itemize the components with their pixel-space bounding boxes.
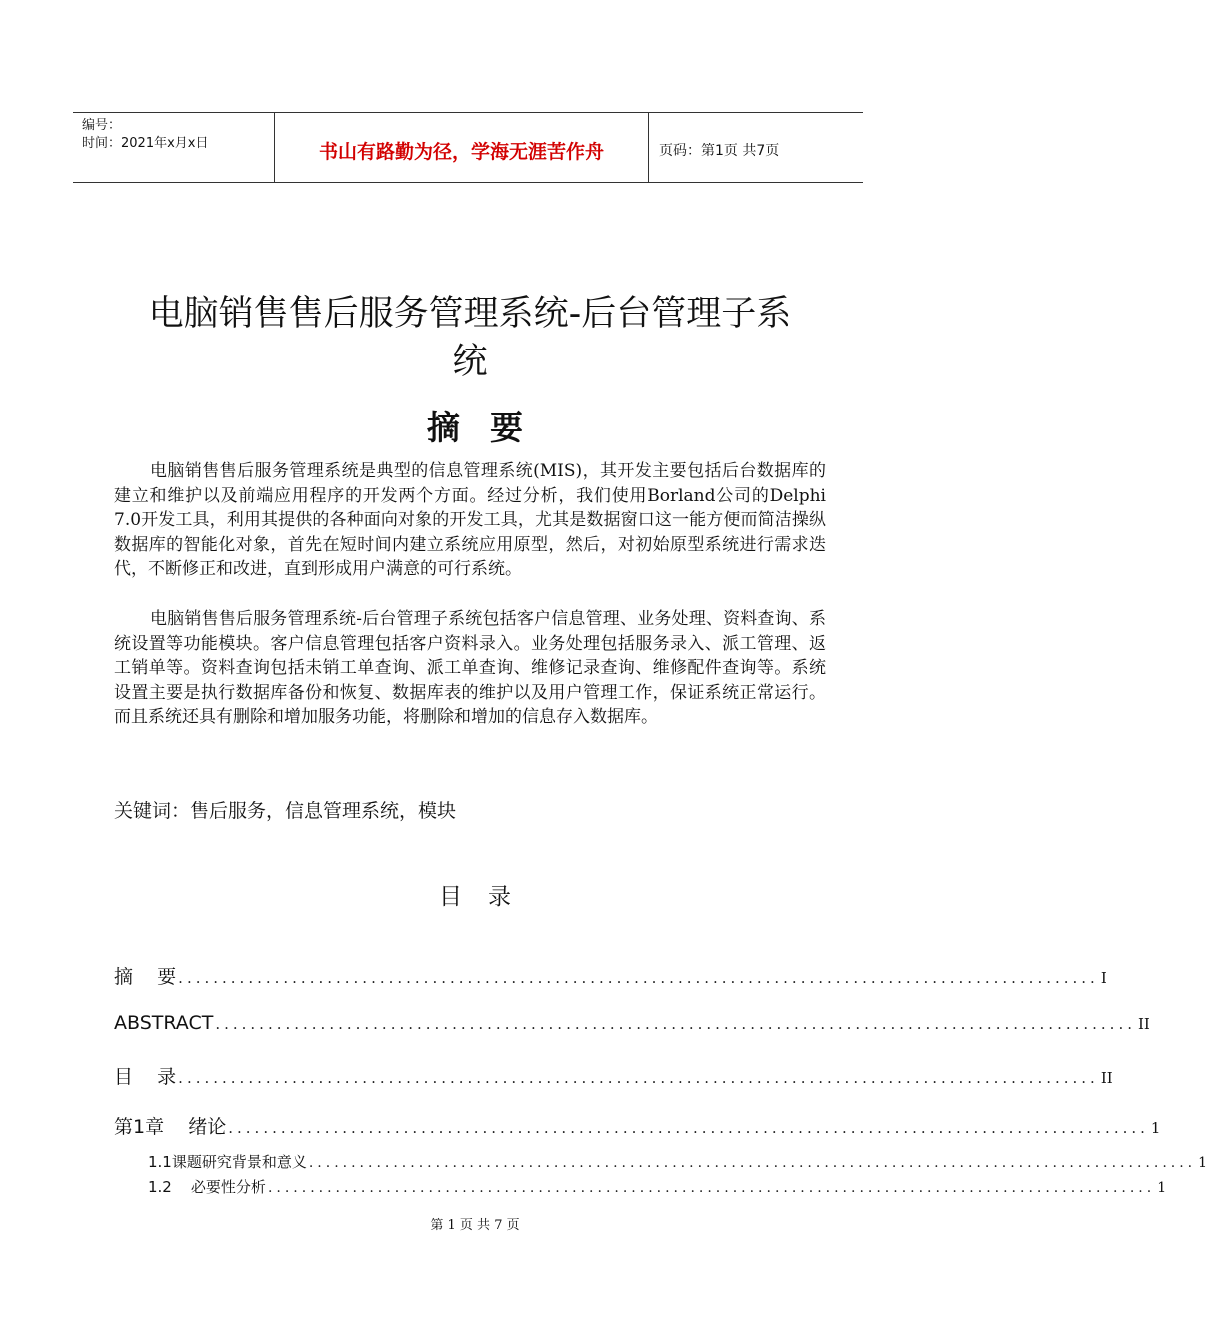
toc-entry-title: ABSTRACT bbox=[114, 1012, 214, 1034]
abstract-paragraph-2: 电脑销售售后服务管理系统-后台管理子系统包括客户信息管理、业务处理、资料查询、系统设置等功能模块。客户信息管理包括客户资料录入。业务处理包括服务录入、派工管理、返工销单等。资料查询包括未销工单查询、派工单查询、维修记录查询、维修配件查询等。系统设置主要是执行数据库备份和恢复、数据库表的维护以及用户管理工作，保证系统正常运行。而且系统还具有删除和增加服务功能，将删除和增加的信息存入数据库。 bbox=[114, 609, 826, 728]
header-page-info: 页码：第1页 共7页 bbox=[659, 143, 780, 159]
header-meta-cell bbox=[73, 113, 275, 182]
toc-leader-dots: ......................................................................................................... bbox=[308, 1155, 1197, 1171]
toc-leader-dots: ......................................................................................................... bbox=[178, 1069, 1099, 1087]
keywords-label: 关键词： bbox=[114, 800, 191, 822]
keywords-line bbox=[114, 796, 456, 823]
abstract-paragraph-1: 电脑销售售后服务管理系统是典型的信息管理系统(MIS)，其开发主要包括后台数据库的建立和维护以及前端应用程序的开发两个方面。经过分析，我们使用Borland公司的Delphi 7.0开发工具，利用其提供的各种面向对象的开发工具，尤其是数据窗口这一能方便而简洁操纵数据库的智能化对象，首先在短时间内建立系统应用原型，然后，对初始原型系统进行需求迭代，不断修正和改进，直到形成用户满意的可行系统。 bbox=[114, 461, 826, 580]
toc-entry[interactable] bbox=[114, 1012, 1150, 1034]
toc-entry-title: 摘 要 bbox=[114, 966, 177, 988]
time-label: 时间：2021年x月x日 bbox=[82, 136, 209, 151]
toc-entry[interactable] bbox=[114, 1062, 1113, 1089]
header-motto-cell bbox=[275, 113, 649, 182]
toc-leader-dots: ......................................................................................................... bbox=[215, 1015, 1136, 1033]
toc-entry-page: II bbox=[1138, 1015, 1150, 1033]
toc-leader-dots: ......................................................................................................... bbox=[228, 1119, 1149, 1137]
toc-entry-title: 1.1课题研究背景和意义 bbox=[148, 1153, 307, 1171]
toc-entry-title: 目 录 bbox=[114, 1066, 177, 1088]
toc-entry-page: 1 bbox=[1157, 1180, 1167, 1196]
toc-entry[interactable] bbox=[148, 1151, 1207, 1172]
toc-leader-dots: ......................................................................................................... bbox=[267, 1180, 1156, 1196]
toc-heading: 目录 bbox=[439, 884, 537, 910]
toc-entry[interactable] bbox=[114, 962, 1107, 989]
header-page-cell bbox=[649, 113, 863, 182]
toc-entry-page: 1 bbox=[1198, 1155, 1207, 1171]
document-header bbox=[73, 112, 863, 183]
keywords-text: 售后服务，信息管理系统，模块 bbox=[190, 800, 457, 822]
serial-number-label: 编号： bbox=[82, 118, 122, 133]
document-title-line-2: 统 bbox=[452, 342, 488, 382]
header-motto: 书山有路勤为径，学海无涯苦作舟 bbox=[318, 141, 604, 163]
toc-entry-page: 1 bbox=[1150, 1119, 1161, 1137]
toc-entry-page: II bbox=[1100, 1069, 1113, 1087]
document-title-line-1: 电脑销售售后服务管理系统-后台管理子系 bbox=[148, 294, 792, 334]
page-footer: 第 1 页 共 7 页 bbox=[430, 1218, 520, 1233]
toc-entry[interactable] bbox=[148, 1176, 1167, 1197]
toc-leader-dots: ......................................................................................................... bbox=[178, 969, 1099, 987]
toc-entry[interactable] bbox=[114, 1112, 1161, 1139]
toc-entry-title: 第1章 绪论 bbox=[114, 1116, 227, 1138]
toc-entry-title: 1.2 必要性分析 bbox=[148, 1178, 266, 1196]
abstract-heading: 摘要 bbox=[427, 408, 553, 447]
toc-entry-page: I bbox=[1100, 969, 1107, 987]
